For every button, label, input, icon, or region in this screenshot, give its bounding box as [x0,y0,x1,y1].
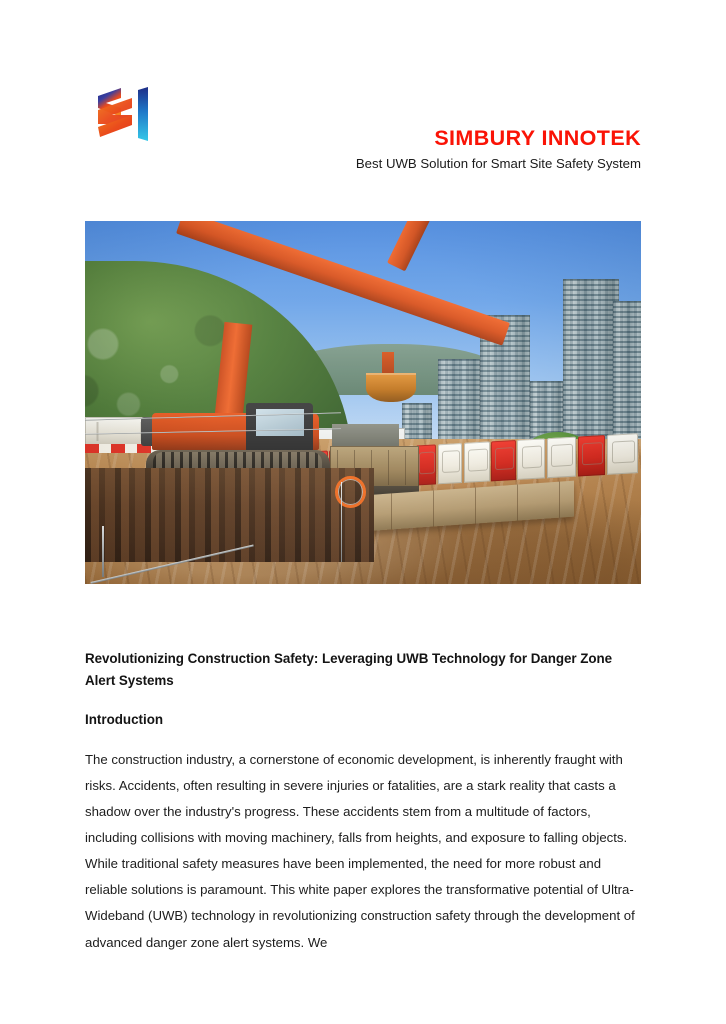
handrail-pipe [102,526,104,577]
brand-block [356,126,641,172]
construction-site-photo [85,221,641,584]
life-ring [335,476,365,507]
section-heading-introduction: Introduction [85,712,164,728]
clamshell-bucket [366,373,416,402]
jersey-barrier [578,435,606,476]
brand-tagline: Best UWB Solution for Smart Site Safety System [355,155,641,171]
dump-truck-cab [332,424,399,446]
introduction-paragraph: The construction industry, a cornerstone of economic development, is inherently fraught with risks. Accidents, often resulting in severe injuries or fatalities, are a stark reality that casts a shadow over the industry's progress. These accidents stem from a multitude of factors, including collisions with moving machinery, falls from heights, and exposure to falling objects. While traditional safety measures have been implemented, the need for more robust and reliable solutions is paramount. This white paper explores the transformative potential of Ultra-Wideband (UWB) technology in revolutionizing construction safety through the development of advanced danger zone alert systems. We [85,751,635,950]
simbury-si-monogram-icon [94,86,156,144]
sheet-pile-wall [85,468,374,562]
jersey-barrier [438,443,462,484]
photo-scene [85,221,641,584]
jersey-barrier [518,439,546,480]
jersey-barrier [492,440,516,481]
jersey-barrier [607,434,638,476]
page-title: Revolutionizing Construction Safety: Leveraging UWB Technology for Danger Zone Alert Systems [85,651,613,688]
jersey-barrier [547,437,576,479]
jersey-barrier [464,442,490,483]
excavator-cab [246,403,313,450]
document-header [0,0,726,200]
handrail-pipe [341,482,343,562]
brand-name: SIMBURY INNOTEK [434,126,641,150]
document-body [85,648,641,956]
jersey-barrier [416,445,437,486]
